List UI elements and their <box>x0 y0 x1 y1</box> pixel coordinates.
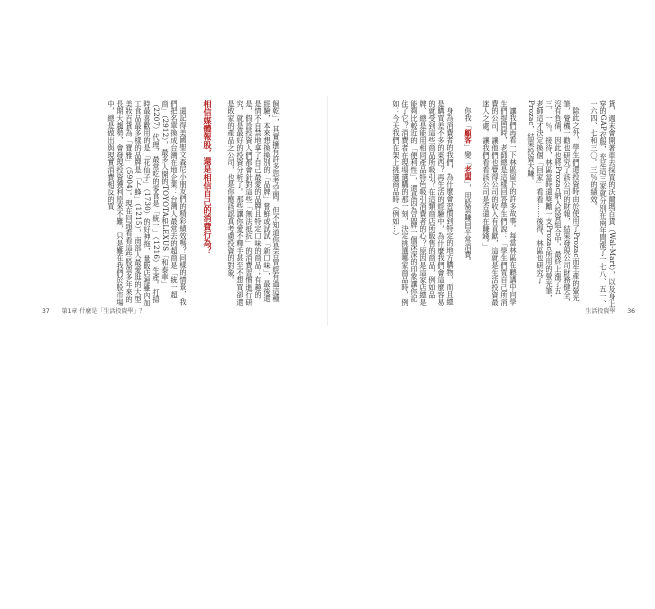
page-number: 37 <box>42 308 50 315</box>
highlight-before: 你我「 <box>464 107 473 130</box>
paragraph: 除此之外，學生們還投資時由於使用了Prozac而生產的螢光筆，覺機一勸也研究了該公司的財報，結果發現公司財務健全，沒有負債，因此也將Prozac納入投資組合中，最終上漲了五三．一％。接待，林區當時還獎勵一支Prozac所用的螢光筆，老師這才決定換個「回家」看看……後得，林區也研究了Prozac，結果投資大賺。 <box>527 100 581 306</box>
right-page-body <box>336 100 626 308</box>
paragraph: 飼乾」，其實擁有許多思考空間。但不知道你是否曾經有過這種經驗，本來想換換別的「品牌」嘗鮮或試試「新口味」，最後還是情不自禁地拿了自己最愛的品牌且特定口味的商品；有趣的是，假設投資人們都會針對這些「無法抵抗」的消費習慣進行研究，就是最好的投資分析了。那些讓你愛不釋手甚至不想買卻還是敗家的產品之公司，也是你應該認真考慮投資的對象。 <box>227 100 281 306</box>
left-page <box>0 0 327 609</box>
paragraph: 讓我們再看一下林區留下的許多故事。每當林區在聽講中向學生們提問時，老師總是這樣回答學生們說：「學生們買自己所消費的公司，讓他們也覺得公司的收入有貢獻，這就是生活投資最迷人之處。讓我們看看該公司是否還在賺錢。」 <box>482 100 518 306</box>
highlight-mid: 」變「 <box>464 143 473 167</box>
paragraph: 還記得美國聖文森尼小朋友們的精彩績效嗎？同樣的情景，我們把名單換成台灣在地企業：台灣人最常去的超商是「統一超商」（2912），最多人開的TOYOTA和LEXUS「和泰車」（2207）代理，最常吃的零食是「統一」（1216）生產。打掃時最喜歡用的是「花仙子」（1730）的好神拖，量販店裡雖內加工食品最多樣的品牌是「卜蜂」（1215），南部人最愛逛的大型美妝百貨為「寶雅」（5904）。現在回頭看看這些股票多年來的長期大趨勢，會發現投資獲利原來不難，只是難在我們於股市場中，總是做出與現實消費相反的買 <box>107 100 188 307</box>
highlight-customer: 顧客 <box>464 129 473 144</box>
left-page-footer <box>42 306 145 315</box>
page-number: 36 <box>627 308 635 315</box>
left-page-body <box>42 100 290 308</box>
highlight-boss: 老闆 <box>464 166 473 181</box>
highlight-after: 」，用股票賺回平常消費。 <box>464 180 473 266</box>
chapter-title: 什麼是「生活投資學」？ <box>79 308 146 315</box>
right-page <box>328 0 655 609</box>
paragraph: 身為消費者的我們，為什麼會習慣到特定的地方購物，而且總是購買差不多的東西？再生活的經驗中，為什麼我們會這麼容易的就受到這些商品所吸引？在這類商店所販售的商品，例如品牌、總是能用相同產品特色吸引消費者的心？原因是這家店總是能夠比較近的「便利性」，還是因為品牌一個深深的印象讓你記住了它？消費者在現場選購的那一刻，決定挑選哪家商品時，例如：今天我們在架上挑選商品時（例如...） <box>392 100 455 306</box>
section-heading: 相信媒體報股，還是相信自己的消費行為？ <box>203 100 213 255</box>
right-page-footer <box>585 306 635 315</box>
paragraph: 貨，週末會開著車去採買的沃爾瑪百貨（Wal-Mart），以及身上穿的GAP衣服，充足這三家就分別在兩年間漲了一七八、五一、一六四、七和三〇。三％的績效。 <box>590 100 617 308</box>
chapter-label: 第1章 <box>61 308 78 315</box>
book-title: 生活投資學 <box>585 308 616 315</box>
highlight-paragraph <box>464 100 473 308</box>
